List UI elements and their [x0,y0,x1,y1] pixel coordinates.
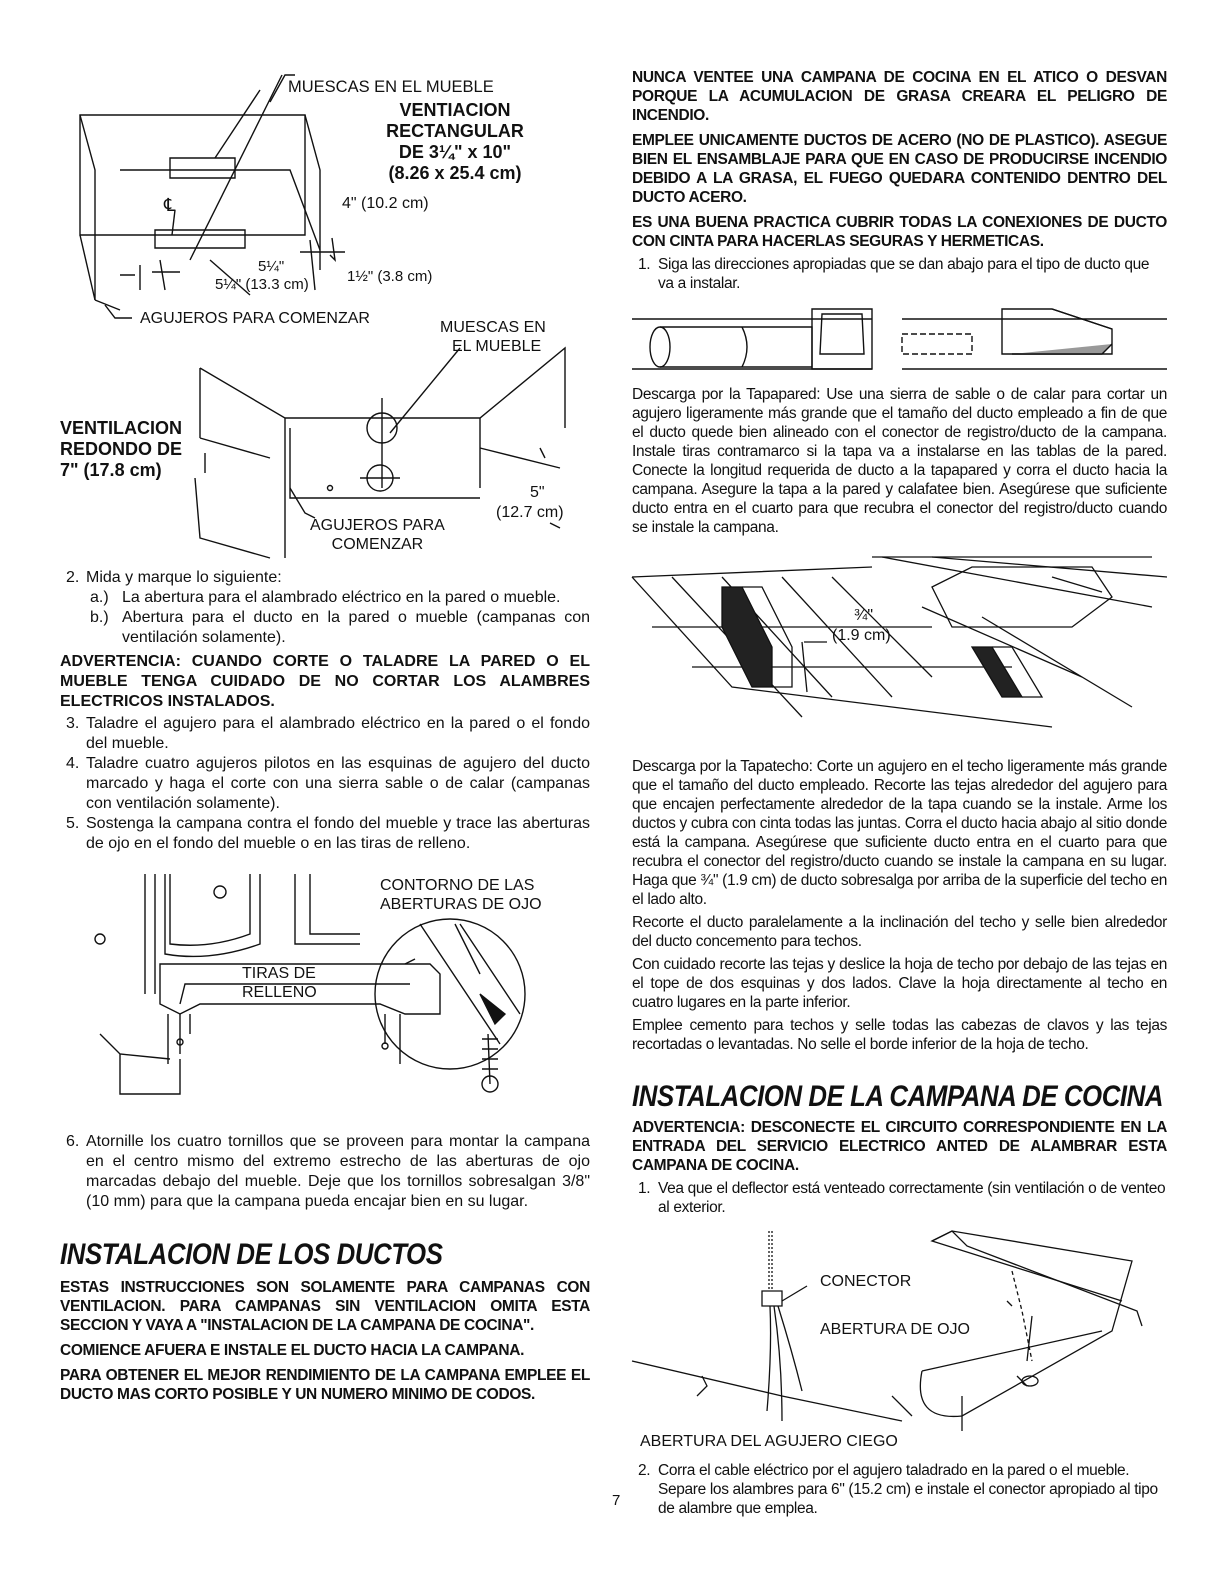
wall-cap-text: Descarga por la Tapapared: Use una sierra de sable o de calar para cortar un agujero ligeramente más grande que el tamaño del ducto empleado a fin de que el ducto quede bien alineado con el conector de registro/ducto de la campana. Instale tiras contramarco si la tapa va a instalarse en las tablas de la pared. Conecte la longitud requerida de ducto a la tapapared y corra el ducto hacia la campana. Asegure la tapa a la pared y calafatee bien. Asegúrese que suficiente ducto entra en el cuarto para que recubra el conector del registro/ducto cuando se instale la campana. [632,386,1167,536]
hood-step-1: 1. Vea que el deflector está venteado correctamente (sin ventilación o de venteo al exterior. [638,1180,1166,1216]
step-2-text: Mida y marque lo siguiente: [86,569,282,586]
wall-cap-drawing [632,299,1167,379]
label-5-quarter-cm: 5¼" (13.3 cm) [215,276,309,293]
ducts-instructions [60,1278,590,1404]
step-2: 2. Mida y marque lo siguiente: [66,569,282,586]
warning-steel: EMPLEE UNICAMENTE DUCTOS DE ACERO (NO DE PLASTICO). ASEGUE BIEN EL ENSAMBLAJE PARA QUE EN CASO DE PRODUCIRSE INCENDIO DEBIDO A LA GRASA, EL FUEGO QUEDARA CONTENIDO DENTRO DEL DUCTO ACERO. [632,132,1167,206]
step-6-text: Atornille los cuatro tornillos que se proveen para montar la campana en el centro mismo del extremo estrecho de las aberturas de ojo marcadas debajo del mueble. Deje que los tornillos sobresalgan 3/8" (10 mm) para que la campana pueda encajar bien en su lugar. [86,1133,590,1210]
label-round-vent-line3: 7" (17.8 cm) [60,460,162,480]
duct-step-1: 1. Siga las direcciones apropiadas que se dan abajo para el tipo de ducto que va a instalar. [638,256,1150,292]
label-blind-hole: ABERTURA DEL AGUJERO CIEGO [640,1433,898,1450]
centerline-symbol: ℄ [164,195,176,215]
label-round-vent-line1: VENTILACION [60,418,183,438]
step-2a: a.) La abertura para el alambrado eléctrico en la pared o mueble. [90,589,561,606]
label-rect-vent-line1: VENTIACION [399,100,511,120]
hood-step-2-text: Corra el cable eléctrico por el agujero taladrado en la pared o el mueble. Separe los alambres para 6" (15.2 cm) e instale el conector apropiado al tipo de alambre que emplea. [658,1462,1158,1517]
figure-wall-cap [632,299,1167,379]
label-1-half: 1½" (3.8 cm) [347,268,433,285]
roof-cap-p3: Con cuidado recorte las tejas y deslice la hoja de techo por debajo de las tejas en el tope de dos esquinas y dos lados. Clave la hoja directamente al techo en cuatro lugares en la parte inferior. [632,956,1167,1011]
label-rect-vent-line3: DE 3¼" x 10" [398,142,512,162]
step-5: 5. Sostenga la campana contra el fondo del mueble y trace las aberturas de ojo en el fondo del mueble o en las tiras de relleno. [66,815,590,852]
label-1-9cm: (1.9 cm) [832,627,891,644]
label-starter-holes-2 [310,516,445,554]
ducts-p2: COMIENCE AFUERA E INSTALE EL DUCTO HACIA LA CAMPANA. [60,1342,525,1359]
label-round-vent [60,418,182,481]
label-4in: 4" (10.2 cm) [342,195,429,212]
warning-cut: ADVERTENCIA: CUANDO CORTE O TALADRE LA PARED O EL MUEBLE TENGA CUIDADO DE NO CORTAR LOS ALAMBRES ELECTRICOS INSTALADOS. [60,653,590,710]
label-3-quarter: ¾" [854,607,874,624]
label-rect-vent-line4: (8.26 x 25.4 cm) [388,163,522,183]
warning-tape: ES UNA BUENA PRACTICA CUBRIR TODAS LA CONEXIONES DE DUCTO CON CINTA PARA HACERLAS SEGURAS Y HERMETICAS. [632,214,1167,250]
step-3: 3. Taladre el agujero para el alambrado eléctrico en la pared o el fondo del mueble. [66,715,590,752]
step-4-text: Taladre cuatro agujeros pilotos en las esquinas de agujero del ducto marcado y haga el corte con una sierra sable o de calar (campanas con ventilación solamente). [86,755,590,812]
figure-keyhole-outline [60,864,590,1114]
figure-round-vent [60,319,590,560]
label-strips-line2: RELLENO [242,984,317,1001]
label-strips-line1: TIRAS DE [242,965,316,982]
figure-connector [632,1221,1167,1433]
label-rect-vent [360,100,550,184]
figure-roof-cap [632,547,1167,747]
left-column [60,60,590,1404]
step-2b-text: Abertura para el ducto en la pared o mueble (campanas con ventilación solamente). [122,609,590,646]
label-strips [242,964,317,1002]
label-rect-vent-line2: RECTANGULAR [386,121,524,141]
label-notches [440,318,546,356]
step-2b: b.) Abertura para el ducto en la pared o mueble (campanas con ventilación solamente). [90,609,590,646]
label-keyhole: ABERTURA DE OJO [820,1321,970,1338]
label-notches-top: MUESCAS EN EL MUEBLE [288,78,494,96]
label-outline-line1: CONTORNO DE LAS [380,877,535,894]
figure-rectangular-vent [60,60,590,328]
label-5in-cm: (12.7 cm) [496,504,564,521]
hood-step-2: 2. Corra el cable eléctrico por el agujero taladrado en la pared o el mueble. Separe los alambres para 6" (15.2 cm) e instale el conector apropiado al tipo de alambre que emplea. [638,1462,1158,1517]
right-column [632,68,1167,1518]
roof-cap-drawing [632,547,1167,747]
step-3-text: Taladre el agujero para el alambrado eléctrico en la pared o el fondo del mueble. [86,715,590,752]
duct-step-1-text: Siga las direcciones apropiadas que se dan abajo para el tipo de ducto que va a instalar. [658,256,1150,292]
label-5-quarter: 5¼" [258,258,285,275]
label-notches-line1: MUESCAS EN [440,319,546,336]
step-2a-text: La abertura para el alambrado eléctrico en la pared o mueble. [122,589,561,606]
label-outline [380,876,542,914]
step-4: 4. Taladre cuatro agujeros pilotos en las esquinas de agujero del ducto marcado y haga el corte con una sierra sable o de calar (campanas con ventilación solamente). [66,755,590,812]
roof-cap-p1: Descarga por la Tapatecho: Corte un agujero en el techo ligeramente más grande que el tamaño del ducto empleado. Recorte las tejas alrededor del agujero para que encajen perfectamente alrededor de la tapa cuando se la instale. Arme los ductos y cubra con cinta todas las juntas. Corra el ducto hacia abajo al sitio donde está la campana. Asegúrese que suficiente ducto entra en el cuarto para que recubra el conector del registro/ducto cuando se instale la campana en su lugar. Haga que ¾" (1.9 cm) de ducto sobresalga por arriba de la superficie del techo en el lado alto. [632,758,1167,908]
label-connector: CONECTOR [820,1273,912,1290]
roof-cap-text [632,757,1167,1054]
section-title-ducts: INSTALACION DE LOS DUCTOS [60,1238,443,1271]
label-holes-line2: COMENZAR [331,536,424,553]
section-title-hood: INSTALACION DE LA CAMPANA DE COCINA [632,1080,1164,1113]
roof-cap-p4: Emplee cemento para techos y selle todas las cabezas de clavos y las tejas recortadas o levantadas. No selle el borde inferior de la hoja de techo. [632,1017,1167,1053]
warning-disconnect: ADVERTENCIA: DESCONECTE EL CIRCUITO CORRESPONDIENTE EN LA ENTRADA DEL SERVICIO ELECTRICO ANTED DE ALAMBRAR ESTA CAMPANA DE COCINA. [632,1119,1167,1174]
label-starter-holes: AGUJEROS PARA COMENZAR [140,310,370,327]
hood-step-1-text: Vea que el deflector está venteado correctamente (sin ventilación o de venteo al exterior. [658,1180,1166,1216]
label-5in: 5" [530,484,545,501]
roof-cap-p2: Recorte el ducto paralelamente a la inclinación del techo y selle bien alrededor del ducto concemento para techos. [632,914,1167,950]
page-number: 7 [612,1492,621,1509]
label-notches-line2: EL MUEBLE [452,338,542,355]
label-outline-line2: ABERTURAS DE OJO [380,896,542,913]
step-5-text: Sostenga la campana contra el fondo del mueble y trace las aberturas de ojo en el fondo del mueble o en las tiras de relleno. [86,815,590,852]
label-holes-line1: AGUJEROS PARA [310,517,445,534]
ducts-p1: ESTAS INSTRUCCIONES SON SOLAMENTE PARA CAMPANAS CON VENTILACION. PARA CAMPANAS SIN VENTILACION OMITA ESTA SECCION Y VAYA A "INSTALACION DE LA CAMPANA DE COCINA". [60,1279,590,1334]
steps-block [60,568,590,854]
label-round-vent-line2: REDONDO DE [60,439,183,459]
warning-attic: NUNCA VENTEE UNA CAMPANA DE COCINA EN EL ATICO O DESVAN PORQUE LA ACUMULACION DE GRASA CREARA EL PELIGRO DE INCENDIO. [632,69,1167,124]
ducts-p3: PARA OBTENER EL MEJOR RENDIMIENTO DE LA CAMPANA EMPLEE EL DUCTO MAS CORTO POSIBLE Y UN NUMERO MINIMO DE CODOS. [60,1367,590,1403]
duct-warnings [632,68,1167,251]
step-6: 6. Atornille los cuatro tornillos que se proveen para montar la campana en el centro mismo del extremo estrecho de las aberturas de ojo marcadas debajo del mueble. Deje que los tornillos sobresalgan 3/8" (10 mm) para que la campana pueda encajar bien en su lugar. [66,1133,590,1210]
